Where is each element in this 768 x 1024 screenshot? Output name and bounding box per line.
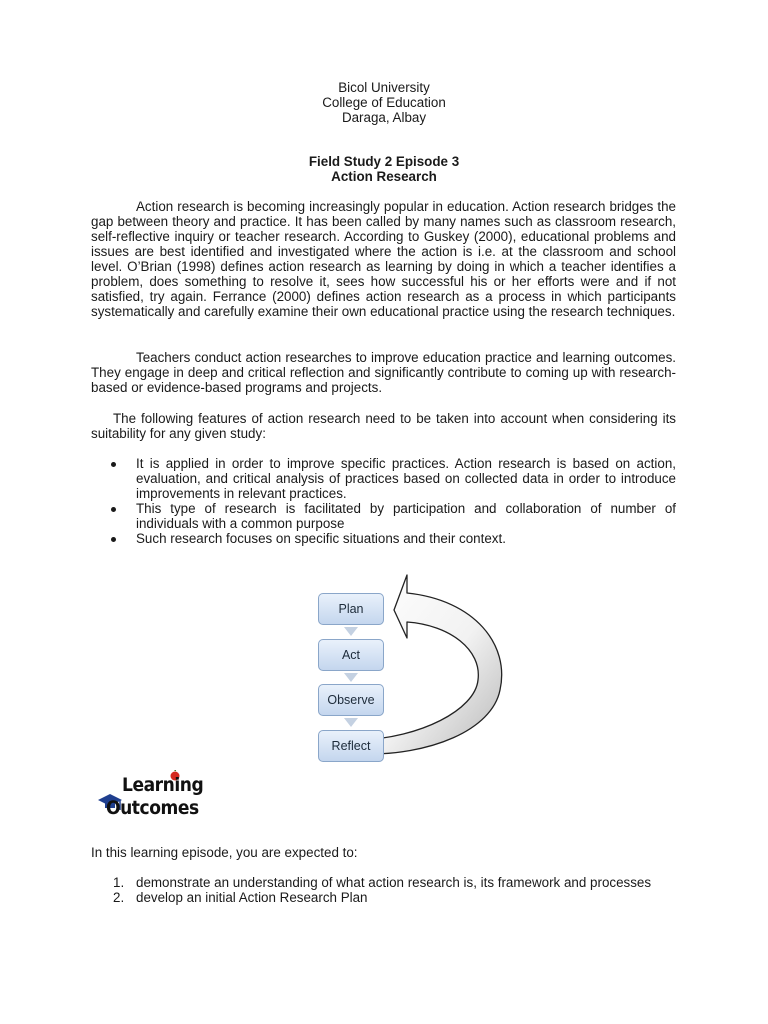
list-item [91, 531, 676, 546]
bullet-icon [111, 507, 116, 512]
list-item-text: This type of research is facilitated by participation and collaboration of number of individuals with a common purpose [136, 501, 676, 531]
list-item [91, 501, 676, 531]
list-number: 2. [113, 890, 125, 905]
list-item-text: Such research focuses on specific situations and their context. [136, 531, 506, 546]
down-arrow-icon [344, 673, 358, 682]
learning-outcomes-logo [96, 770, 206, 828]
list-item [91, 456, 676, 501]
bullet-icon [111, 537, 116, 542]
list-item [91, 875, 676, 890]
logo-text-learning: Learning [122, 774, 204, 796]
document-title [0, 154, 768, 184]
bullet-icon [111, 462, 116, 467]
step-reflect: Reflect [318, 730, 384, 762]
college-name: College of Education [322, 95, 446, 110]
list-item-text: develop an initial Action Research Plan [136, 890, 368, 905]
paragraph-features: The following features of action research need to be taken into account when considering its suitability for any given study: [91, 411, 676, 441]
title-line-2: Action Research [331, 169, 437, 184]
logo-text-outcomes: Outcomes [106, 797, 199, 819]
outcomes-intro: In this learning episode, you are expected to: [91, 845, 358, 860]
university-name: Bicol University [338, 80, 430, 95]
action-research-cycle-diagram [310, 570, 530, 770]
institution-header [0, 80, 768, 125]
down-arrow-icon [344, 627, 358, 636]
step-act: Act [318, 639, 384, 671]
step-observe: Observe [318, 684, 384, 716]
outcomes-list [91, 875, 676, 905]
paragraph-intro: Action research is becoming increasingly popular in education. Action research bridges the gap between theory and practice. It has been called by many names such as classroom research, self-reflective inquiry or teacher research. According to Guskey (2000), educational problems and issues are best identified and investigated where the action is i.e. at the classroom and school level. O’Brian (1998) defines action research as learning by doing in which a teacher identifies a problem, does something to resolve it, sees how successful his or her efforts were and if not satisfied, try again. Ferrance (2000) defines action research as a process in which participants systematically and carefully examine their own educational practice using the research techniques. [91, 199, 676, 319]
features-list [91, 456, 676, 546]
list-item-text: demonstrate an understanding of what action research is, its framework and processes [136, 875, 652, 890]
down-arrow-icon [344, 718, 358, 727]
list-number: 1. [113, 875, 125, 890]
title-line-1: Field Study 2 Episode 3 [308, 154, 460, 169]
location: Daraga, Albay [341, 110, 427, 125]
list-item [91, 890, 676, 905]
list-item-text: It is applied in order to improve specific practices. Action research is based on action, evaluation, and critical analysis of practices based on collected data in order to introduce improvements in relevant practices. [136, 456, 676, 501]
paragraph-teachers: Teachers conduct action researches to improve education practice and learning outcomes. They engage in deep and critical reflection and significantly contribute to coming up with research-based or evidence-based programs and projects. [91, 350, 676, 395]
step-plan: Plan [318, 593, 384, 625]
